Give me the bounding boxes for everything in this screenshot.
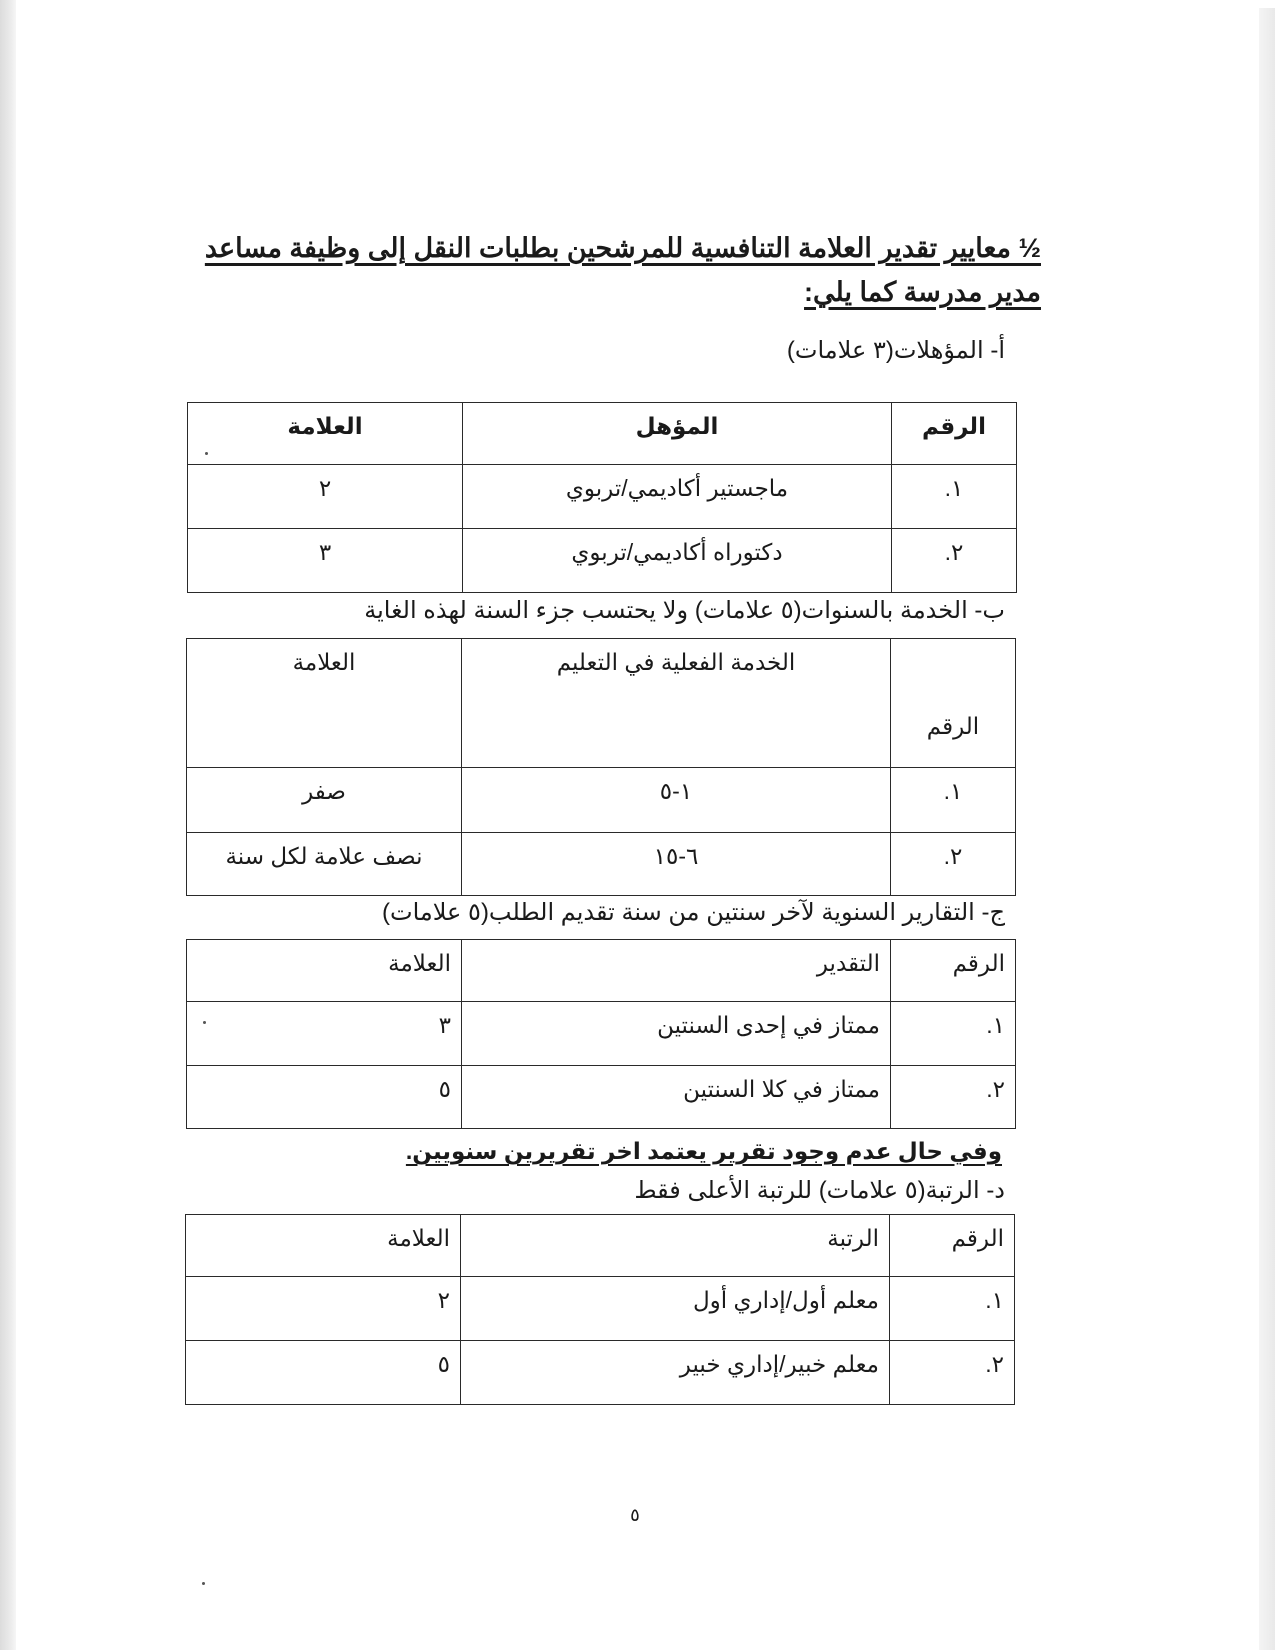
table-row [186, 1277, 1015, 1341]
row-number: ٢. [891, 833, 1016, 896]
header-rating: التقدير [462, 940, 891, 1002]
header-number: الرقم [891, 639, 1016, 768]
header-number: الرقم [891, 940, 1016, 1002]
table-row [186, 1341, 1015, 1405]
row-mark: صفر [187, 768, 462, 833]
header-number: الرقم [890, 1215, 1015, 1277]
header-service: الخدمة الفعلية في التعليم [462, 639, 891, 768]
page-number: ٥ [630, 1505, 640, 1525]
row-number: ١. [892, 465, 1017, 529]
row-number: ١. [890, 1277, 1015, 1341]
qualifications-table [187, 402, 1017, 593]
header-mark: العلامة [187, 940, 462, 1002]
table-row [187, 1002, 1016, 1066]
row-number: ٢. [891, 1066, 1016, 1129]
row-mark: ٥ [187, 1066, 462, 1129]
row-qualification: دكتوراه أكاديمي/تربوي [463, 529, 892, 593]
table-row [187, 833, 1016, 896]
scan-speck [202, 1582, 205, 1585]
row-mark: ٥ [186, 1341, 461, 1405]
table-row [188, 529, 1017, 593]
section-a-title: أ- المؤهلات(٣ علامات) [786, 337, 1005, 364]
annual-reports-table [186, 939, 1016, 1129]
annual-reports-note [406, 1136, 1002, 1166]
row-service-range: ١-٥ [462, 768, 891, 833]
table-row [188, 465, 1017, 529]
scan-edge-left [0, 0, 16, 1650]
row-number: ٢. [890, 1341, 1015, 1405]
scan-speck [205, 452, 208, 455]
row-number: ٢. [892, 529, 1017, 593]
header-qualification: المؤهل [463, 403, 892, 465]
header-rank: الرتبة [461, 1215, 890, 1277]
section-d-title: د- الرتبة(٥ علامات) للرتبة الأعلى فقط [634, 1177, 1005, 1204]
header-mark: العلامة [188, 403, 463, 465]
document-heading [181, 226, 1041, 314]
header-mark: العلامة [187, 639, 462, 768]
header-mark: العلامة [186, 1215, 461, 1277]
row-mark: ٢ [186, 1277, 461, 1341]
rank-table [185, 1214, 1015, 1405]
heading-line-1-text: ½ معايير تقدير العلامة التنافسية للمرشحين بطلبات النقل إلى وظيفة مساعد [204, 233, 1041, 263]
row-rating: ممتاز في كلا السنتين [462, 1066, 891, 1129]
document-heading-line-2 [181, 270, 1041, 314]
row-mark: ٢ [188, 465, 463, 529]
row-mark: ٣ [187, 1002, 462, 1066]
row-service-range: ٦-١٥ [462, 833, 891, 896]
table-row [187, 768, 1016, 833]
scan-edge-right [1259, 8, 1275, 1650]
section-b-title: ب- الخدمة بالسنوات(٥ علامات) ولا يحتسب جزء السنة لهذه الغاية [364, 597, 1005, 624]
row-number: ١. [891, 768, 1016, 833]
row-mark: نصف علامة لكل سنة [187, 833, 462, 896]
table-header-row [187, 639, 1016, 768]
document-heading-line-1 [181, 226, 1041, 270]
row-rank: معلم خبير/إداري خبير [461, 1341, 890, 1405]
row-qualification: ماجستير أكاديمي/تربوي [463, 465, 892, 529]
note-text: وفي حال عدم وجود تقرير يعتمد اخر تقريرين سنويين. [405, 1138, 1002, 1164]
row-rank: معلم أول/إداري أول [461, 1277, 890, 1341]
section-c-title: ج- التقارير السنوية لآخر سنتين من سنة تقديم الطلب(٥ علامات) [381, 899, 1005, 926]
table-header-row [186, 1215, 1015, 1277]
scan-speck [203, 1021, 206, 1024]
service-years-table [186, 638, 1016, 896]
header-number: الرقم [892, 403, 1017, 465]
table-header-row [187, 940, 1016, 1002]
table-header-row [188, 403, 1017, 465]
row-rating: ممتاز في إحدى السنتين [462, 1002, 891, 1066]
table-row [187, 1066, 1016, 1129]
row-mark: ٣ [188, 529, 463, 593]
heading-line-2-text: مدير مدرسة كما يلي: [804, 277, 1041, 307]
row-number: ١. [891, 1002, 1016, 1066]
